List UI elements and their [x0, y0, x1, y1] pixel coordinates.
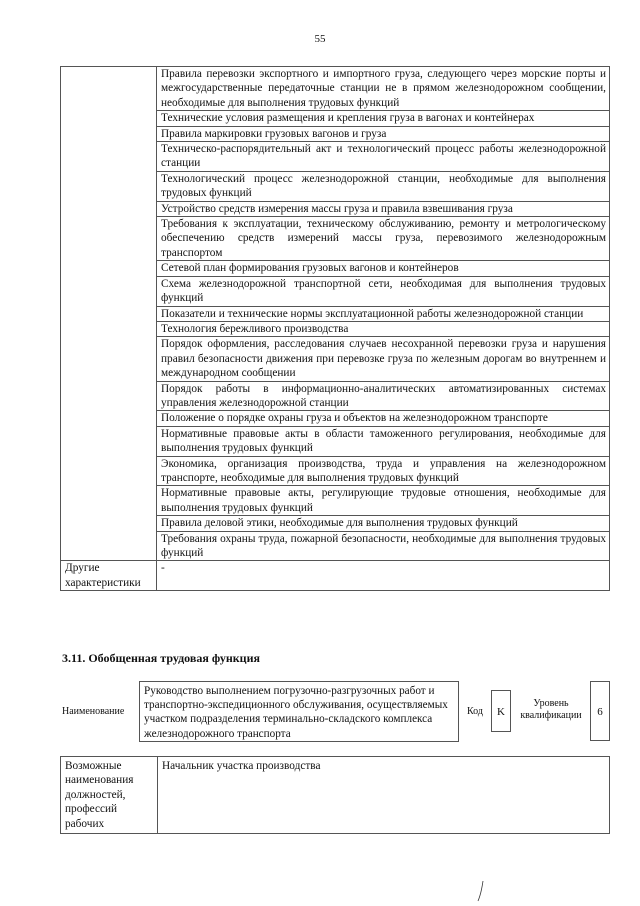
knowledge-item: Технологический процесс железнодорожной станции, необходимые для выполнения трудовых функций [157, 171, 610, 201]
knowledge-item: Требования к эксплуатации, техническому обслуживанию, ремонту и метрологическому обеспечению средств измерений массы груза, перевозимого железнодорожным транспортом [157, 217, 610, 261]
knowledge-item: Экономика, организация производства, труда и управления на железнодорожном транспорте, необходимые для выполнения трудовых функций [157, 456, 610, 486]
knowledge-label-cell [61, 426, 157, 456]
knowledge-row [61, 276, 610, 306]
positions-row [61, 757, 610, 834]
knowledge-row [61, 531, 610, 561]
code-label: Код [467, 706, 483, 717]
knowledge-item: Требования охраны труда, пожарной безопасности, необходимые для выполнения трудовых функций [157, 531, 610, 561]
knowledge-item: Техническо-распорядительный акт и технологический процесс работы железнодорожной станции [157, 142, 610, 172]
knowledge-row [61, 426, 610, 456]
knowledge-row [61, 516, 610, 531]
knowledge-label-cell [61, 171, 157, 201]
knowledge-label-cell [61, 456, 157, 486]
knowledge-item: Схема железнодорожной транспортной сети, необходимая для выполнения трудовых функций [157, 276, 610, 306]
knowledge-label-cell [61, 126, 157, 141]
positions-table [60, 756, 610, 834]
knowledge-label-cell [61, 261, 157, 276]
knowledge-item: Правила деловой этики, необходимые для выполнения трудовых функций [157, 516, 610, 531]
knowledge-label-cell [61, 201, 157, 216]
knowledge-row [61, 126, 610, 141]
knowledge-row [61, 261, 610, 276]
knowledge-label-cell [61, 337, 157, 381]
positions-label: Возможные наименования должностей, профессий рабочих [61, 757, 158, 834]
knowledge-row [61, 381, 610, 411]
qualification-level-label: Уровень квалификации [520, 698, 582, 721]
knowledge-label-cell [61, 111, 157, 126]
knowledge-label-cell [61, 306, 157, 321]
knowledge-label-cell [61, 486, 157, 516]
knowledge-item: Технические условия размещения и крепления груза в вагонах и контейнерах [157, 111, 610, 126]
page-number: 55 [314, 33, 326, 45]
knowledge-label-cell [61, 411, 157, 426]
knowledge-item: Правила маркировки грузовых вагонов и груза [157, 126, 610, 141]
knowledge-row [61, 486, 610, 516]
knowledge-label-cell [61, 217, 157, 261]
knowledge-item: Устройство средств измерения массы груза и правила взвешивания груза [157, 201, 610, 216]
knowledge-item: Порядок оформления, расследования случаев несохранной перевозки груза и нарушения правил безопасности движения при перевозке груза по железным дорогам во внутреннем и международном сообщении [157, 337, 610, 381]
knowledge-row [61, 171, 610, 201]
knowledge-row [61, 337, 610, 381]
pen-mark [476, 880, 486, 902]
knowledge-item: Сетевой план формирования грузовых вагонов и контейнеров [157, 261, 610, 276]
knowledge-row [61, 456, 610, 486]
knowledge-row [61, 111, 610, 126]
other-characteristics-row [61, 561, 610, 591]
knowledge-row [61, 321, 610, 336]
knowledge-row [61, 201, 610, 216]
code-value-box: K [491, 690, 511, 732]
knowledge-label-cell [61, 321, 157, 336]
knowledge-item: Правила перевозки экспортного и импортного груза, следующего через морские порты и межгосударственные передаточные станции не в прямом железнодорожном сообщении, необходимые для выполнения трудовых функций [157, 67, 610, 111]
knowledge-label-cell [61, 381, 157, 411]
section-title: 3.11. Обобщенная трудовая функция [62, 651, 260, 665]
qualification-level-box: 6 [590, 681, 610, 741]
knowledge-label-cell [61, 142, 157, 172]
name-label: Наименование [62, 706, 125, 717]
knowledge-item: Технология бережливого производства [157, 321, 610, 336]
knowledge-item: Показатели и технические нормы эксплуатационной работы железнодорожной станции [157, 306, 610, 321]
knowledge-label-cell [61, 531, 157, 561]
knowledge-table [60, 66, 610, 591]
knowledge-item: Нормативные правовые акты, регулирующие трудовые отношения, необходимые для выполнения трудовых функций [157, 486, 610, 516]
knowledge-item: Порядок работы в информационно-аналитических автоматизированных системах управления железнодорожной станции [157, 381, 610, 411]
knowledge-label-cell [61, 276, 157, 306]
knowledge-row [61, 142, 610, 172]
knowledge-row [61, 306, 610, 321]
knowledge-item: Положение о порядке охраны груза и объектов на железнодорожном транспорте [157, 411, 610, 426]
knowledge-item: Нормативные правовые акты в области таможенного регулирования, необходимые для выполнения трудовых функций [157, 426, 610, 456]
knowledge-label-cell [61, 67, 157, 111]
other-characteristics-label: Другие характеристики [61, 561, 157, 591]
knowledge-row [61, 67, 610, 111]
knowledge-label-cell [61, 516, 157, 531]
knowledge-row [61, 411, 610, 426]
positions-value: Начальник участка производства [158, 757, 610, 834]
function-name-box: Руководство выполнением погрузочно-разгрузочных работ и транспортно-экспедиционного обслуживания, осуществляемых участком подразделения терминально-складского комплекса железнодорожного транспорта [139, 681, 459, 742]
other-characteristics-value: - [157, 561, 610, 591]
knowledge-row [61, 217, 610, 261]
